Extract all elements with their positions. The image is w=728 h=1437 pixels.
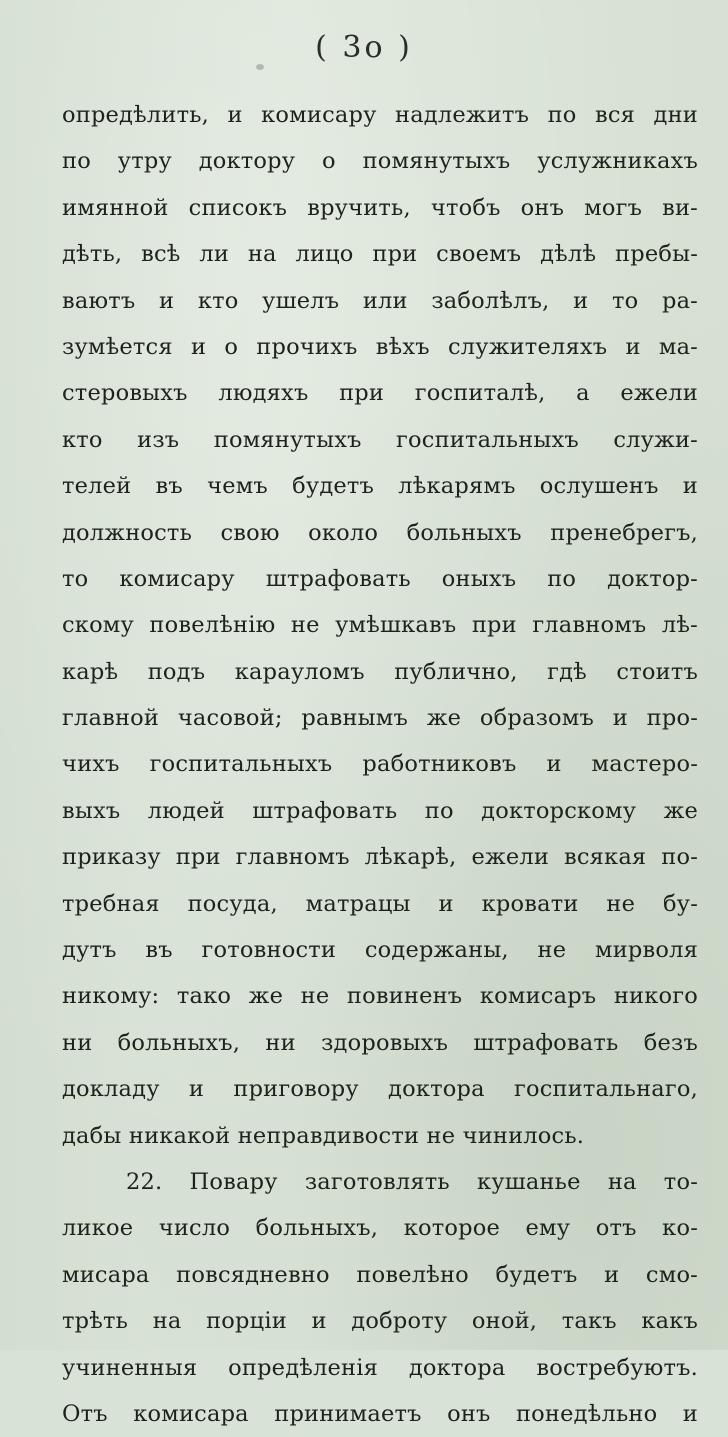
text-line: опредѣлить, и комисару надлежитъ по вся дни bbox=[62, 102, 698, 128]
text-line: ни больныхъ, ни здоровыхъ штрафовать безъ bbox=[62, 1029, 698, 1056]
text-line: телей въ чемъ будетъ лѣкарямъ ослушенъ и bbox=[62, 473, 698, 500]
text-line: по утру доктору о помянутыхъ услужникахъ bbox=[62, 148, 698, 175]
text-line: главной часовой; равнымъ же образомъ и про- bbox=[62, 705, 698, 732]
text-line: трѣть на порціи и доброту оной, такъ какъ bbox=[62, 1308, 698, 1335]
text-line: дутъ въ готовности содержаны, не мирволя bbox=[62, 937, 698, 964]
text-line: мисара повсядневно повелѣно будетъ и смо- bbox=[62, 1261, 698, 1288]
text-line: стеровыхъ людяхъ при госпиталѣ, а ежели bbox=[62, 380, 698, 407]
text-line: должность свою около больныхъ пренебрегъ, bbox=[62, 519, 698, 546]
text-line: дабы никакой неправдивости не чинилось. bbox=[62, 1122, 585, 1149]
text-line: Отъ комисара принимаетъ онъ понедѣльно и bbox=[62, 1400, 698, 1427]
text-line: ликое число больныхъ, которое ему отъ ко- bbox=[62, 1215, 698, 1242]
text-line: требная посуда, матрацы и кровати не бу- bbox=[62, 890, 698, 917]
text-line: дѣть, всѣ ли на лицо при своемъ дѣлѣ пребы- bbox=[62, 241, 698, 268]
body-text bbox=[62, 92, 698, 1437]
text-line: докладу и приговору доктора госпитальнаго, bbox=[62, 1076, 698, 1103]
paragraph-start-line: 22. Повару заготовлять кушанье на то- bbox=[126, 1168, 698, 1195]
text-line: скому повелѣнію не умѣшкавъ при главномъ лѣ- bbox=[62, 612, 698, 639]
text-line: ваютъ и кто ушелъ или заболѣлъ, и то ра- bbox=[62, 287, 698, 314]
text-line: учиненныя опредѣленія доктора востребуютъ. bbox=[62, 1354, 698, 1381]
text-line: никому: тако же не повиненъ комисаръ никого bbox=[62, 983, 698, 1010]
text-line: имянной списокъ вручить, чтобъ онъ могъ ви- bbox=[62, 194, 698, 221]
page-number: ( 3o ) bbox=[315, 30, 413, 65]
text-line: то комисару штрафовать оныхъ по доктор- bbox=[62, 565, 698, 592]
text-line: приказу при главномъ лѣкарѣ, ежели всякая по- bbox=[62, 844, 698, 871]
text-line: карѣ подъ карауломъ публично, гдѣ стоитъ bbox=[62, 658, 698, 685]
text-line: кто изъ помянутыхъ госпитальныхъ служи- bbox=[62, 426, 698, 453]
text-line: выхъ людей штрафовать по докторскому же bbox=[62, 797, 698, 824]
text-line: чихъ госпитальныхъ работниковъ и мастеро- bbox=[62, 751, 698, 778]
text-line: зумѣется и о прочихъ вѣхъ служителяхъ и ма- bbox=[62, 333, 698, 360]
